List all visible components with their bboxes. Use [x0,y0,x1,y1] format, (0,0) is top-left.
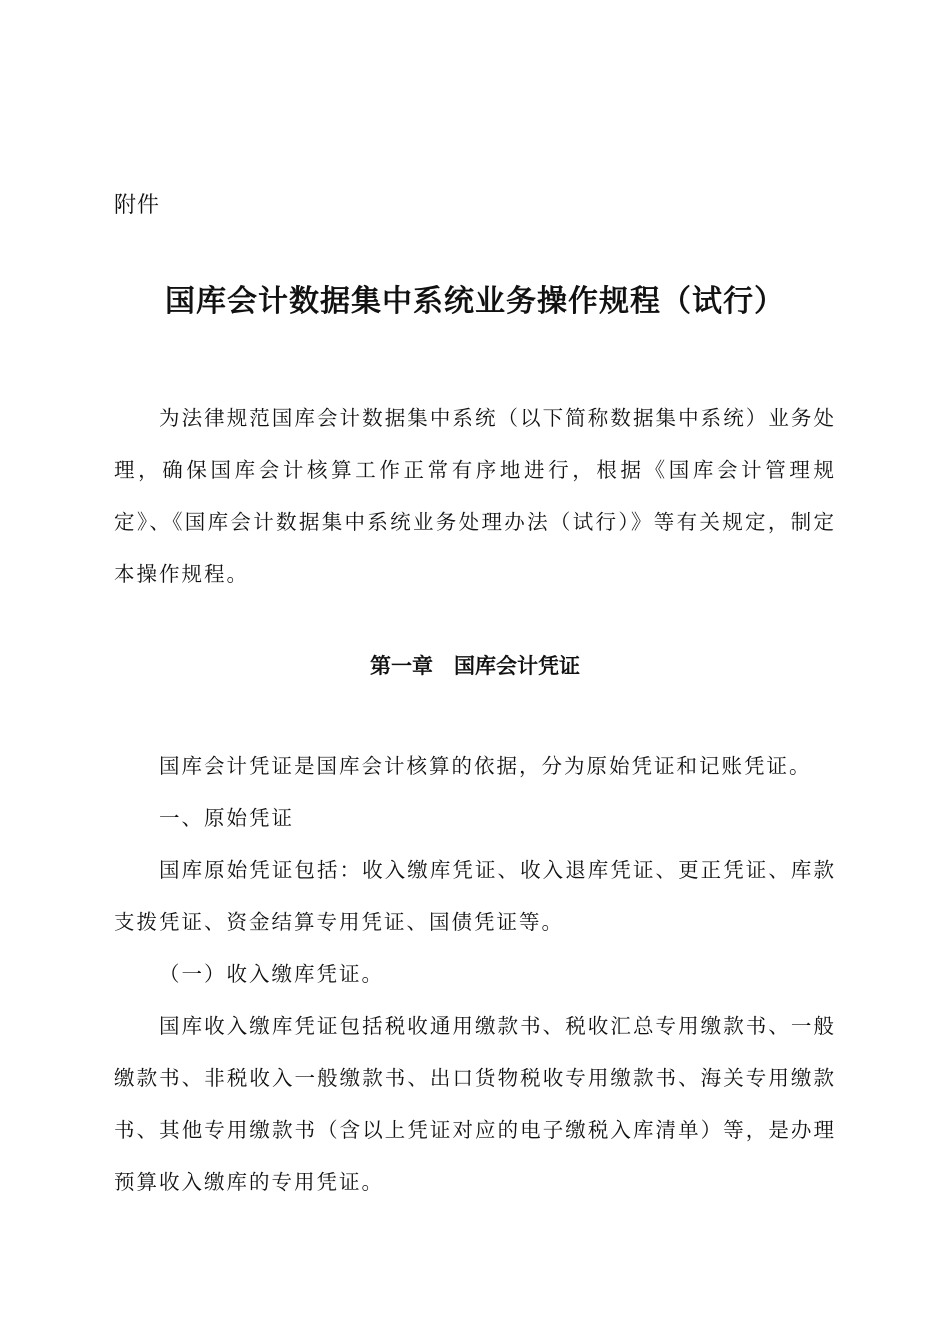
paragraph: 国库原始凭证包括：收入缴库凭证、收入退库凭证、更正凭证、库款支拨凭证、资金结算专用凭证、国债凭证等。 [114,858,836,934]
paragraph: 国库收入缴库凭证包括税收通用缴款书、税收汇总专用缴款书、一般缴款书、非税收入一般缴款书、出口货物税收专用缴款书、海关专用缴款书、其他专用缴款书（含以上凭证对应的电子缴税入库清单）等，是办理预算收入缴库的专用凭证。 [114,1014,836,1194]
chapter-body [114,740,836,1208]
section-heading: 一、原始凭证 [159,806,294,830]
document-title: 国库会计数据集中系统业务操作规程（试行） [165,284,785,319]
intro-paragraph: 为法律规范国库会计数据集中系统（以下简称数据集中系统）业务处理，确保国库会计核算工作正常有序地进行，根据《国库会计管理规定》、《国库会计数据集中系统业务处理办法（试行）》等有关规定，制定本操作规程。 [114,406,836,586]
subsection-heading: （一）收入缴库凭证。 [159,962,384,986]
paragraph: 国库会计凭证是国库会计核算的依据，分为原始凭证和记账凭证。 [159,754,812,778]
chapter-title: 第一章 国库会计凭证 [370,654,580,678]
attachment-label: 附件 [114,193,161,218]
